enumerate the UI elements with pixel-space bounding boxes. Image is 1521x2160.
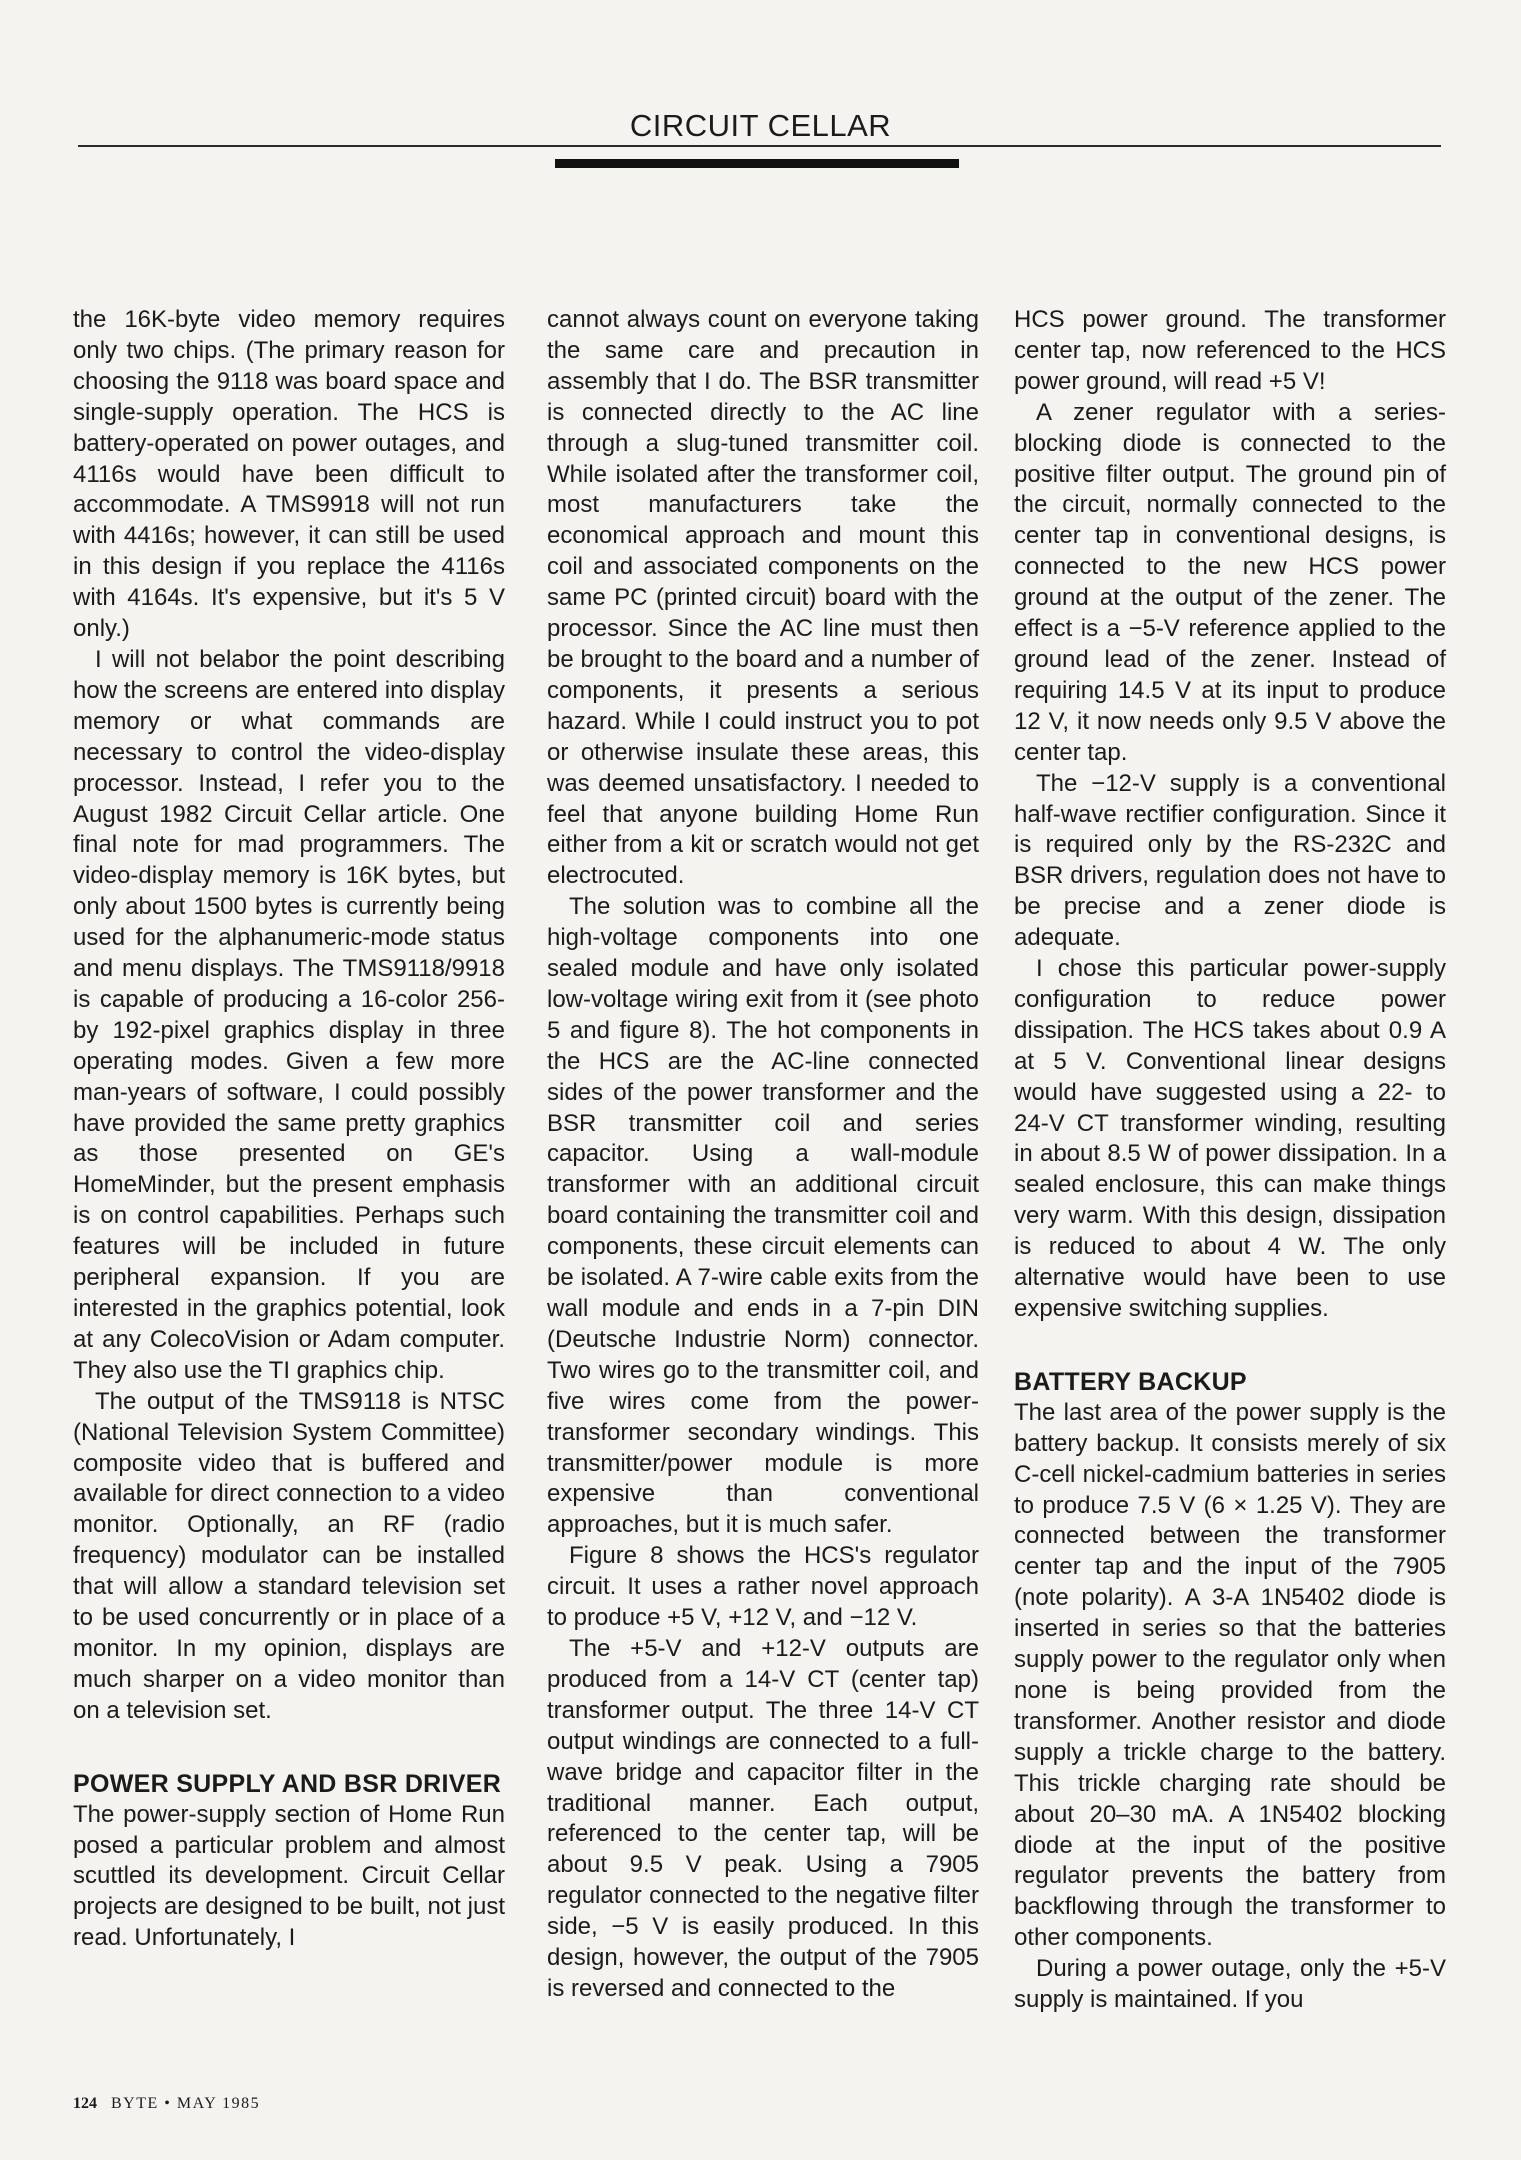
page-footer — [73, 2095, 260, 2113]
paragraph: The output of the TMS9118 is NTSC (National Television System Committee) composite video that is buffered and available for direct connection to a video monitor. Optionally, an RF (radio frequency) modulator can be installed that will allow a standard television set to be used concurrently or in place of a monitor. In my opinion, displays are much sharper on a video monitor than on a television set. — [73, 1387, 505, 1724]
paragraph: The −12-V supply is a conventional half-wave rectifier configuration. Since it is required only by the RS-232C and BSR drivers, regulation does not have to be precise and a zener diode is adequate. — [1014, 769, 1446, 952]
section-heading-power-supply: POWER SUPPLY AND BSR DRIVER — [73, 1769, 502, 1798]
section-heading-battery-backup: BATTERY BACKUP — [1014, 1367, 1247, 1396]
paragraph: The +5-V and +12-V outputs are produced from a 14-V CT (center tap) transformer output. The three 14-V CT output windings are connected to a full-wave bridge and capacitor filter in the traditional manner. Each output, referenced to the center tap, will be about 9.5 V peak. Using a 7905 regulator connected to the negative filter side, −5 V is easily produced. In this design, however, the output of the 7905 is reversed and connected to the — [547, 1634, 979, 2002]
paragraph: During a power outage, only the +5-V supply is maintained. If you — [1014, 1955, 1446, 2014]
page-number: 124 — [73, 2095, 97, 2112]
paragraph: Figure 8 shows the HCS's regulator circuit. It uses a rather novel approach to produce +5 V, +12 V, and −12 V. — [547, 1542, 979, 1632]
text-column-2 — [547, 305, 979, 2005]
header-bar — [555, 159, 959, 168]
paragraph: HCS power ground. The transformer center tap, now referenced to the HCS power ground, will read +5 V! — [1014, 306, 1446, 395]
text-column-3 — [1014, 305, 1446, 2016]
paragraph: the 16K-byte video memory requires only two chips. (The primary reason for choosing the 9118 was board space and single-supply operation. The HCS is battery-operated on power outages, and 4116s would have been difficult to accommodate. A TMS9918 will not run with 4416s; however, it can still be used in this design if you replace the 4116s with 4164s. It's expensive, but it's 5 V only.) — [73, 306, 505, 643]
paragraph: The last area of the power supply is the battery backup. It consists merely of six C-cell nickel-cadmium batteries in series to produce 7.5 V (6 × 1.25 V). They are connected between the transformer center tap and the input of the 7905 (note polarity). A 3-A 1N5402 diode is inserted in series so that the batteries supply power to the regulator only when none is being provided from the transformer. Another resistor and diode supply a trickle charge to the battery. This trickle charging rate should be about 20–30 mA. A 1N5402 blocking diode at the input of the positive regulator prevents the battery from backflowing through the transformer to other components. — [1014, 1398, 1446, 1952]
paragraph: I will not belabor the point describing how the screens are entered into display memory or what commands are necessary to control the video-display processor. Instead, I refer you to the August 1982 Circuit Cellar article. One final note for mad programmers. The video-display memory is 16K bytes, but only about 1500 bytes is currently being used for the alphanumeric-mode status and menu displays. The TMS9118/9918 is capable of producing a 16-color 256- by 192-pixel graphics display in three operating modes. Given a few more man-years of software, I could possibly have provided the same pretty graphics as those presented on GE's HomeMinder, but the present emphasis is on control capabilities. Perhaps such features will be included in future peripheral expansion. If you are interested in the graphics potential, look at any ColecoVision or Adam computer. They also use the TI graphics chip. — [73, 645, 505, 1384]
paragraph: The power-supply section of Home Run posed a particular problem and almost scuttled its development. Circuit Cellar projects are designed to be built, not just read. Unfortunately, I — [73, 1800, 505, 1952]
paragraph: I chose this particular power-supply configuration to reduce power dissipation. The HCS takes about 0.9 A at 5 V. Conventional linear designs would have suggested using a 22- to 24-V CT transformer winding, resulting in about 8.5 W of power dissipation. In a sealed enclosure, this can make things very warm. With this design, dissipation is reduced to about 4 W. The only alternative would have been to use expensive switching supplies. — [1014, 955, 1446, 1322]
paragraph: A zener regulator with a series-blocking diode is connected to the positive filter output. The ground pin of the circuit, normally connected to the center tap in conventional designs, is connected to the new HCS power ground at the output of the zener. The effect is a −5-V reference applied to the ground lead of the zener. Instead of requiring 14.5 V at its input to produce 12 V, it now needs only 9.5 V above the center tap. — [1014, 398, 1446, 766]
paragraph: cannot always count on everyone taking the same care and precaution in assembly that I do. The BSR transmitter is connected directly to the AC line through a slug-tuned transmitter coil. While isolated after the transformer coil, most manufacturers take the economical approach and mount this coil and associated components on the same PC (printed circuit) board with the processor. Since the AC line must then be brought to the board and a number of components, it presents a serious hazard. While I could instruct you to pot or otherwise insulate these areas, this was deemed unsatisfactory. I needed to feel that anyone building Home Run either from a kit or scratch would not get electrocuted. — [547, 306, 979, 890]
publication-line: BYTE • MAY 1985 — [111, 2095, 261, 2112]
paragraph: The solution was to combine all the high-voltage components into one sealed module and have only isolated low-voltage wiring exit from it (see photo 5 and figure 8). The hot components in the HCS are the AC-line connected sides of the power transformer and the BSR transmitter coil and series capacitor. Using a wall-module transformer with an additional circuit board containing the transmitter coil and components, these circuit elements can be isolated. A 7-wire cable exits from the wall module and ends in a 7-pin DIN (Deutsche Industrie Norm) connector. Two wires go to the transmitter coil, and five wires come from the power-transformer secondary windings. This transmitter/power module is more expensive than conventional approaches, but it is much safer. — [547, 893, 979, 1539]
section-title: CIRCUIT CELLAR — [629, 108, 892, 143]
text-column-1 — [73, 305, 505, 1954]
header-rule — [78, 145, 1441, 147]
